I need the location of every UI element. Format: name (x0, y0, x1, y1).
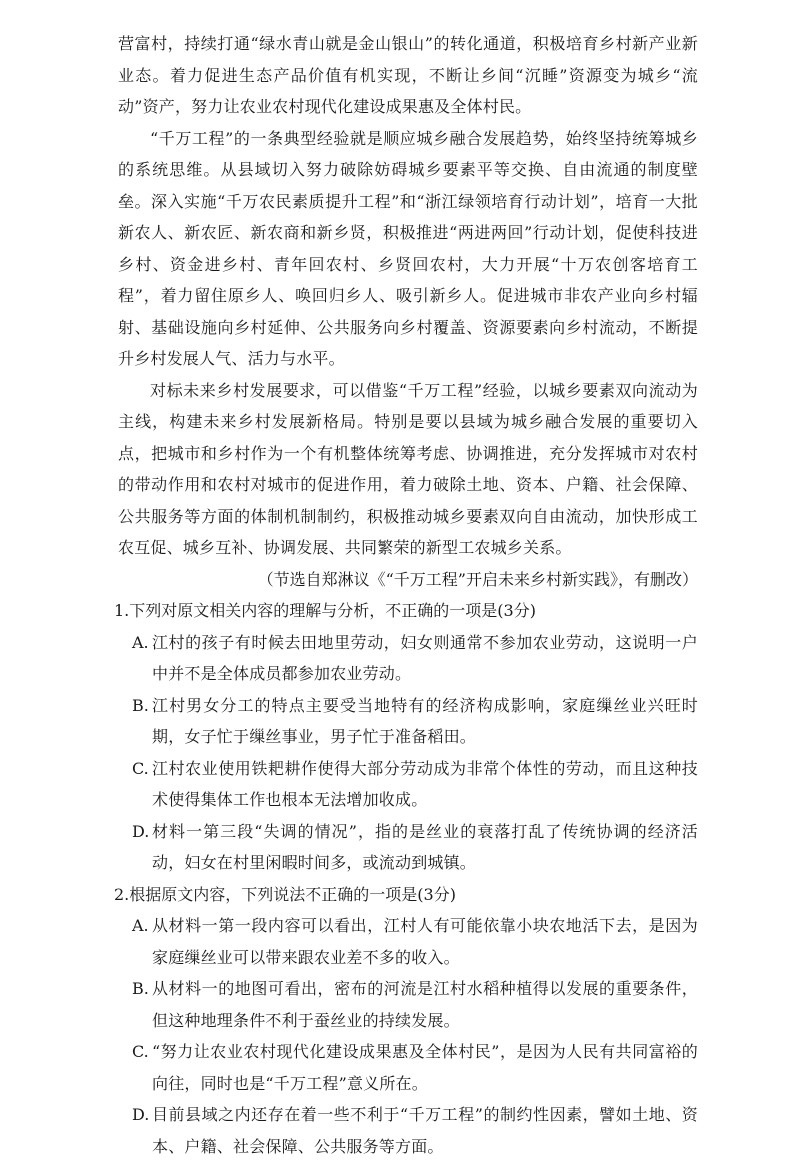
question-1 (118, 595, 698, 879)
option-text: 材料一第三段“失调的情况”，指的是丝业的衰落打乱了传统协调的经济活动，妇女在村里闲暇时间多，或流动到城镇。 (152, 816, 698, 879)
passage-source-citation: （节选自郑淋议《“千万工程”开启未来乡村新实践》，有删改） (118, 564, 698, 596)
question-1-stem: 1.下列对原文相关内容的理解与分析，不正确的一项是(3分) (114, 595, 698, 627)
question-2-stem: 2.根据原文内容，下列说法不正确的一项是(3分) (114, 879, 698, 911)
question-1-option-b (118, 690, 698, 753)
question-2-option-d (118, 1099, 698, 1162)
question-2-option-c (118, 1036, 698, 1099)
option-text: 目前县域之内还存在着一些不利于“千万工程”的制约性因素，譬如土地、资本、户籍、社会保障、公共服务等方面。 (152, 1099, 698, 1162)
option-text: 从材料一第一段内容可以看出，江村人有可能依靠小块农地活下去，是因为家庭缫丝业可以带来跟农业差不多的收入。 (152, 910, 698, 973)
option-text: 江村的孩子有时候去田地里劳动，妇女则通常不参加农业劳动，这说明一户中并不是全体成员都参加农业劳动。 (152, 627, 698, 690)
question-1-option-d (118, 816, 698, 879)
option-text: “努力让农业农村现代化建设成果惠及全体村民”，是因为人民有共同富裕的向往，同时也是“千万工程”意义所在。 (152, 1036, 698, 1099)
option-letter: A. (132, 910, 152, 973)
reading-passage (118, 28, 698, 595)
option-letter: C. (132, 1036, 152, 1099)
passage-paragraph-2: “千万工程”的一条典型经验就是顺应城乡融合发展趋势，始终坚持统筹城乡的系统思维。从县域切入努力破除妨碍城乡要素平等交换、自由流通的制度壁垒。深入实施“千万农民素质提升工程”和“浙江绿领培育行动计划”，培育一大批新农人、新农匠、新农商和新乡贤，积极推进“两进两回”行动计划，促使科技进乡村、资金进乡村、青年回农村、乡贤回农村，大力开展“十万农创客培育工程”，着力留住原乡人、唤回归乡人、吸引新乡人。促进城市非农产业向乡村辐射、基础设施向乡村延伸、公共服务向乡村覆盖、资源要素向乡村流动，不断提升乡村发展人气、活力与水平。 (118, 123, 698, 375)
option-letter: D. (132, 1099, 152, 1162)
option-letter: A. (132, 627, 152, 690)
question-1-option-c (118, 753, 698, 816)
question-2 (118, 879, 698, 1162)
option-text: 从材料一的地图可看出，密布的河流是江村水稻种植得以发展的重要条件，但这种地理条件不利于蚕丝业的持续发展。 (152, 973, 698, 1036)
passage-paragraph-3: 对标未来乡村发展要求，可以借鉴“千万工程”经验，以城乡要素双向流动为主线，构建未来乡村发展新格局。特别是要以县域为城乡融合发展的重要切入点，把城市和乡村作为一个有机整体统筹考虑、协调推进，充分发挥城市对农村的带动作用和农村对城市的促进作用，着力破除土地、资本、户籍、社会保障、公共服务等方面的体制机制制约，积极推动城乡要素双向自由流动，加快形成工农互促、城乡互补、协调发展、共同繁荣的新型工农城乡关系。 (118, 375, 698, 564)
option-letter: C. (132, 753, 152, 816)
question-2-option-b (118, 973, 698, 1036)
option-letter: B. (132, 973, 152, 1036)
option-letter: D. (132, 816, 152, 879)
option-text: 江村男女分工的特点主要受当地特有的经济构成影响，家庭缫丝业兴旺时期，女子忙于缫丝事业，男子忙于准备稻田。 (152, 690, 698, 753)
question-2-option-a (118, 910, 698, 973)
option-letter: B. (132, 690, 152, 753)
passage-paragraph-1: 营富村，持续打通“绿水青山就是金山银山”的转化通道，积极培育乡村新产业新业态。着力促进生态产品价值有机实现，不断让乡间“沉睡”资源变为城乡“流动”资产，努力让农业农村现代化建设成果惠及全体村民。 (118, 28, 698, 123)
question-1-option-a (118, 627, 698, 690)
option-text: 江村农业使用铁耙耕作使得大部分劳动成为非常个体性的劳动，而且这种技术使得集体工作也根本无法增加收成。 (152, 753, 698, 816)
